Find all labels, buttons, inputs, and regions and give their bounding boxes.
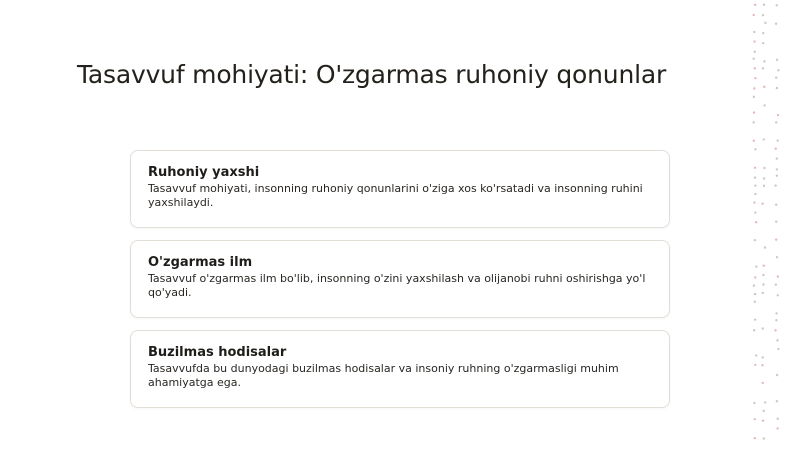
decorative-dot bbox=[775, 221, 777, 223]
decorative-dot bbox=[762, 419, 764, 421]
decorative-dot bbox=[754, 239, 756, 241]
decorative-dot bbox=[776, 175, 778, 177]
decorative-dot bbox=[777, 418, 779, 420]
decorative-dot bbox=[776, 157, 778, 159]
card-body: Tasavvuf mohiyati, insonning ruhoniy qonunlarini o'ziga xos ko'rsatadi va insonning ruhini yaxshilaydi. bbox=[148, 182, 643, 209]
decorative-dot bbox=[775, 283, 777, 285]
decorative-dot bbox=[762, 14, 764, 16]
decorative-dot bbox=[753, 402, 755, 404]
decorative-dot bbox=[776, 427, 778, 429]
decorative-dot bbox=[774, 329, 776, 331]
decorative-dot bbox=[763, 60, 765, 62]
card-ozgarmas-ilm bbox=[130, 240, 670, 318]
decorative-dot bbox=[753, 96, 755, 98]
decorative-dot bbox=[763, 177, 765, 179]
card-heading: Ruhoniy yaxshi bbox=[148, 165, 260, 180]
decorative-dot bbox=[776, 168, 778, 170]
decorative-dot bbox=[775, 312, 777, 314]
decorative-dot bbox=[764, 246, 766, 248]
decorative-dot bbox=[754, 193, 756, 195]
decorative-dot bbox=[755, 221, 757, 223]
card-body: Tasavvuf o'zgarmas ilm bo'lib, insonning o'zini yaxshilash va olijanobi ruhni oshirishga yo'l qo'yadi. bbox=[148, 272, 646, 299]
decorative-dot bbox=[777, 294, 779, 296]
decorative-dot bbox=[764, 22, 766, 24]
decorative-dot bbox=[763, 437, 765, 439]
decorative-dot bbox=[755, 354, 757, 356]
decorative-dot bbox=[761, 356, 763, 358]
slide-title: Tasavvuf mohiyati: O'zgarmas ruhoniy qonunlar bbox=[77, 60, 667, 89]
decorative-dot bbox=[754, 148, 756, 150]
decorative-dot bbox=[753, 14, 755, 16]
decorative-dot bbox=[762, 327, 764, 329]
decorative-dot bbox=[763, 410, 765, 412]
decorative-dot bbox=[777, 139, 779, 141]
decorative-dot bbox=[754, 364, 756, 366]
decorative-dot bbox=[754, 176, 756, 178]
decorative-dot bbox=[774, 184, 776, 186]
decorative-dot bbox=[753, 201, 755, 203]
decorative-dot bbox=[754, 51, 756, 53]
decorative-dot bbox=[775, 238, 777, 240]
decorative-dot bbox=[754, 301, 756, 303]
decorative-dot bbox=[777, 69, 779, 71]
decorative-dot bbox=[753, 111, 755, 113]
decorative-dot bbox=[776, 59, 778, 61]
decorative-dot bbox=[762, 67, 764, 69]
card-heading: O'zgarmas ilm bbox=[148, 255, 253, 270]
decorative-dot bbox=[775, 204, 777, 206]
decorative-dot bbox=[777, 114, 779, 116]
decorative-dot bbox=[763, 86, 765, 88]
decorative-dot bbox=[754, 293, 756, 295]
decorative-dot bbox=[754, 418, 756, 420]
decorative-dot bbox=[762, 382, 764, 384]
card-ruhoniy-yaxshi bbox=[130, 150, 670, 228]
decorative-dot bbox=[763, 167, 765, 169]
decorative-dot bbox=[764, 401, 766, 403]
decorative-dot bbox=[776, 4, 778, 6]
decorative-dot bbox=[775, 76, 777, 78]
decorative-dot bbox=[763, 138, 765, 140]
decorative-dot bbox=[762, 274, 764, 276]
decorative-dot bbox=[753, 140, 755, 142]
decorative-dot bbox=[753, 57, 755, 59]
decorative-dot bbox=[763, 185, 765, 187]
decorative-dot bbox=[762, 292, 764, 294]
decorative-dot bbox=[752, 121, 754, 123]
decorative-dot-pattern bbox=[720, 0, 800, 449]
decorative-dot bbox=[776, 400, 778, 402]
decorative-dot bbox=[754, 77, 756, 79]
decorative-dot bbox=[775, 319, 777, 321]
decorative-dot bbox=[776, 87, 778, 89]
decorative-dot bbox=[775, 23, 777, 25]
decorative-dot bbox=[754, 437, 756, 439]
decorative-dot bbox=[753, 31, 755, 33]
decorative-dot bbox=[753, 329, 755, 331]
card-heading: Buzilmas hodisalar bbox=[148, 345, 287, 360]
decorative-dot bbox=[761, 202, 763, 204]
decorative-dot bbox=[776, 256, 778, 258]
decorative-dot bbox=[754, 4, 756, 6]
decorative-dot bbox=[754, 167, 756, 169]
decorative-dot bbox=[775, 148, 777, 150]
decorative-dot bbox=[775, 121, 777, 123]
decorative-dot bbox=[763, 265, 765, 267]
decorative-dot bbox=[754, 184, 756, 186]
decorative-dot bbox=[754, 318, 756, 320]
decorative-dot bbox=[776, 339, 778, 341]
decorative-dot bbox=[762, 42, 764, 44]
card-body: Tasavvufda bu dunyodagi buzilmas hodisalar va insoniy ruhning o'zgarmasligi muhim ahamiyatga ega. bbox=[148, 362, 619, 389]
decorative-dot bbox=[763, 4, 765, 6]
decorative-dot bbox=[777, 348, 779, 350]
decorative-dot bbox=[753, 284, 755, 286]
decorative-dot bbox=[762, 32, 764, 34]
card-buzilmas-hodisalar bbox=[130, 330, 670, 408]
decorative-dot bbox=[754, 276, 756, 278]
decorative-dot bbox=[753, 40, 755, 42]
decorative-dot bbox=[763, 104, 765, 106]
decorative-dot bbox=[753, 87, 755, 89]
decorative-dot bbox=[754, 211, 756, 213]
decorative-dot bbox=[776, 374, 778, 376]
decorative-dot bbox=[754, 67, 756, 69]
decorative-dot bbox=[762, 283, 764, 285]
decorative-dot bbox=[761, 364, 763, 366]
decorative-dot bbox=[755, 265, 757, 267]
decorative-dot bbox=[777, 275, 779, 277]
